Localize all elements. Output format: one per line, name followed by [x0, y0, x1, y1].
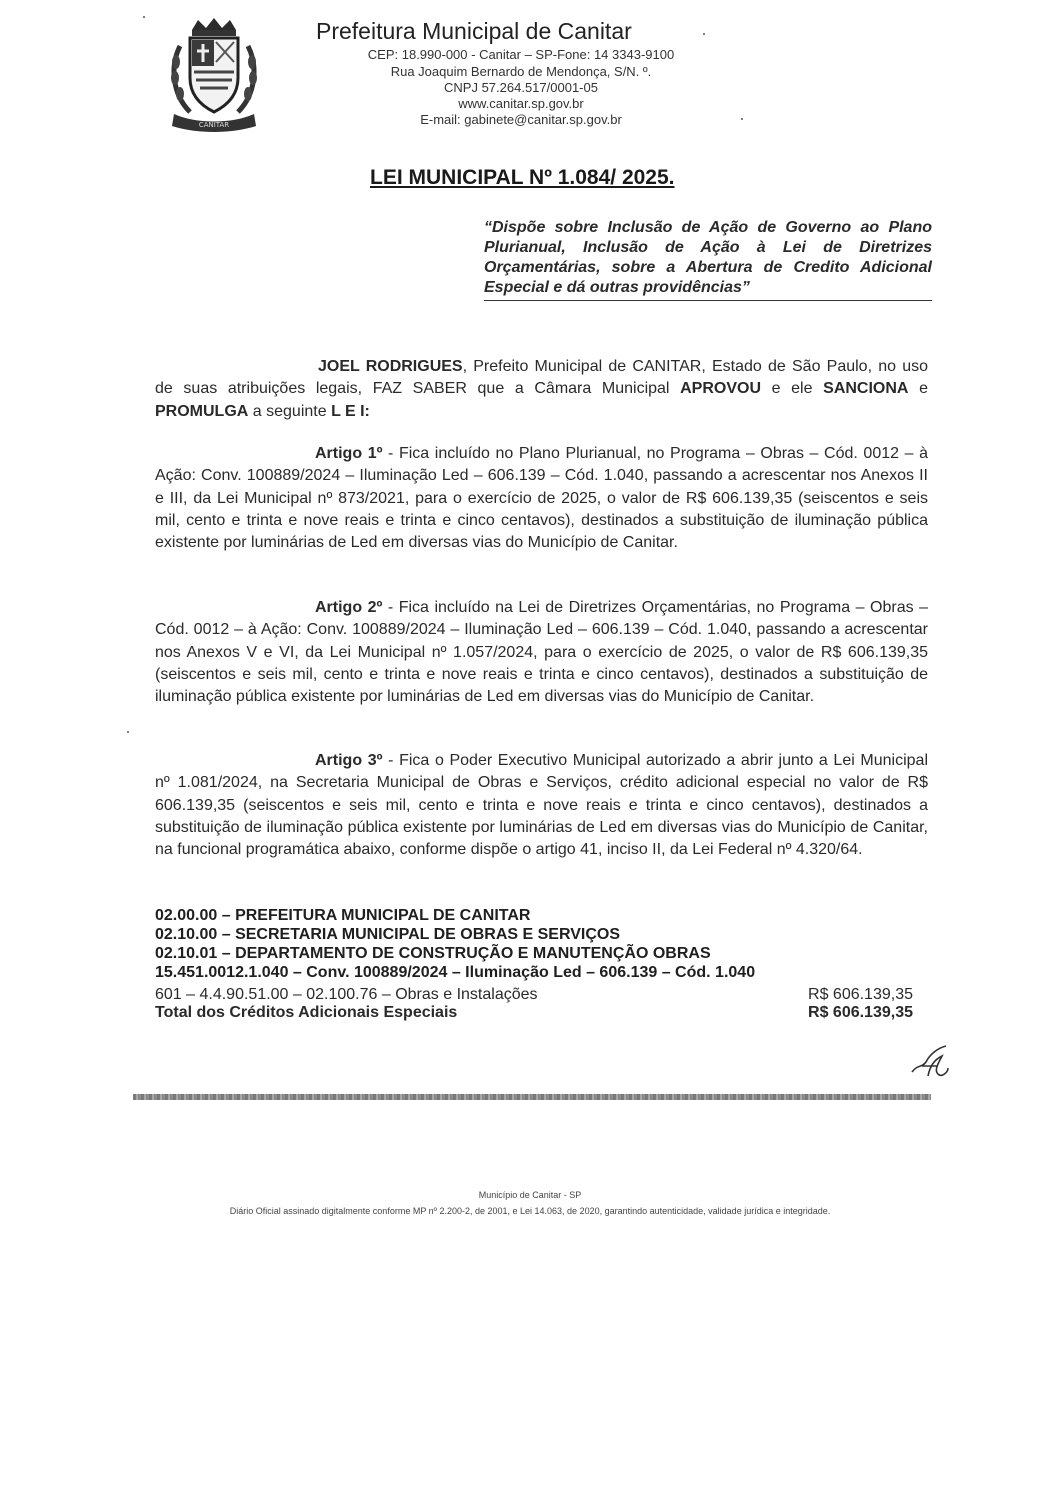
- budget-item-label: 601 – 4.4.90.51.00 – 02.100.76 – Obras e Instalações: [155, 986, 538, 1003]
- budget-total-label: Total dos Créditos Adicionais Especiais: [155, 1004, 458, 1021]
- article-3: [155, 750, 928, 861]
- scan-speck: [143, 16, 145, 18]
- article-1: [155, 443, 928, 554]
- budget-item-row: [155, 986, 913, 1004]
- mayor-name: JOEL RODRIGUES: [318, 358, 463, 375]
- law-ementa: “Dispõe sobre Inclusão de Ação de Governo ao Plano Plurianual, Inclusão de Ação à Lei de Diretrizes Orçamentárias, sobre a Abertura de Credito Adicional Especial e dá outras providências”: [484, 218, 932, 301]
- preamble-paragraph: JOEL RODRIGUES, Prefeito Municipal de CANITAR, Estado de São Paulo, no uso de suas atribuições legais, FAZ SABER que a Câmara Municipal APROVOU e ele SANCIONA e PROMULGA a seguinte L E I:: [155, 358, 929, 420]
- budget-item-value: R$ 606.139,35: [808, 986, 913, 1003]
- article-label: Artigo 3º: [315, 752, 383, 769]
- coat-of-arms-icon: [166, 16, 262, 132]
- scan-speck: [127, 731, 129, 733]
- article-text: - Fica incluído no Plano Plurianual, no Programa – Obras – Cód. 0012 – à Ação: Conv. 100889/2024 – Iluminação Led – 606.139 – Cód. 1.040, passando a acrescentar nos Anexos II e III, da Lei Municipal nº 873/2021, para o exercício de 2025, o valor de R$ 606.139,35 (seiscentos e seis mil, cento e trinta e nove reais e trinta e cinco centavos), destinados a substituição de iluminação pública existente por luminárias de Led em diversas vias do Município de Canitar.: [155, 445, 928, 552]
- budget-total-value: R$ 606.139,35: [808, 1004, 913, 1021]
- header-website: www.canitar.sp.gov.br: [458, 96, 584, 111]
- article-label: Artigo 1º: [315, 445, 383, 462]
- article-2: [155, 597, 928, 708]
- footer-separator: [133, 1094, 931, 1100]
- budget-total-row: [155, 1004, 913, 1022]
- budget-departamento-line: 02.10.01 – DEPARTAMENTO DE CONSTRUÇÃO E MANUTENÇÃO OBRAS: [155, 945, 711, 962]
- budget-secretaria-line: 02.10.00 – SECRETARIA MUNICIPAL DE OBRAS E SERVIÇOS: [155, 926, 621, 943]
- scan-speck: [703, 33, 705, 35]
- article-label: Artigo 2º: [315, 599, 383, 616]
- crest-ribbon-text: CANITAR: [198, 121, 230, 129]
- header-address-street: Rua Joaquim Bernardo de Mendonça, S/N. º.: [390, 64, 652, 79]
- header-email: E-mail: gabinete@canitar.sp.gov.br: [420, 112, 622, 127]
- header-address-cep: CEP: 18.990-000 - Canitar – SP-Fone: 14 3343-9100: [367, 47, 675, 62]
- article-text: - Fica incluído na Lei de Diretrizes Orçamentárias, no Programa – Obras – Cód. 0012 – à Ação: Conv. 100889/2024 – Iluminação Led – 606.139 – Cód. 1.040, passando a acrescentar nos Anexos V e VI, da Lei Municipal nº 1.057/2024, para o exercício de 2025, o valor de R$ 606.139,35 (seiscentos e seis mil, cento e trinta e nove reais e trinta e cinco centavos), destinados a substituição de iluminação pública existente por luminárias de Led em diversas vias do Município de Canitar.: [155, 599, 928, 706]
- rubric-signature-icon: [908, 1042, 952, 1080]
- footer-digital-signature-notice: Diário Oficial assinado digitalmente conforme MP nº 2.200-2, de 2001, e Lei 14.063, de 2020, garantindo autenticidade, validade jurídica e integridade.: [229, 1206, 831, 1216]
- budget-org-line: 02.00.00 – PREFEITURA MUNICIPAL DE CANITAR: [155, 907, 531, 924]
- scan-speck: [741, 118, 743, 120]
- header-cnpj: CNPJ 57.264.517/0001-05: [444, 80, 598, 95]
- law-title: LEI MUNICIPAL Nº 1.084/ 2025.: [370, 166, 675, 189]
- footer-municipality: Município de Canitar - SP: [478, 1190, 582, 1200]
- municipality-title: Prefeitura Municipal de Canitar: [316, 18, 632, 44]
- article-text: - Fica o Poder Executivo Municipal autorizado a abrir junto a Lei Municipal nº 1.081/2024, na Secretaria Municipal de Obras e Serviços, crédito adicional especial no valor de R$ 606.139,35 (seiscentos e seis mil, cento e trinta e nove reais e trinta e cinco centavos), destinados a substituição de iluminação pública existente por luminárias de Led em diversas vias do Município de Canitar, na funcional programática abaixo, conforme dispõe o artigo 41, inciso II, da Lei Federal nº 4.320/64.: [155, 752, 928, 859]
- budget-funcional-line: 15.451.0012.1.040 – Conv. 100889/2024 – Iluminação Led – 606.139 – Cód. 1.040: [155, 964, 756, 981]
